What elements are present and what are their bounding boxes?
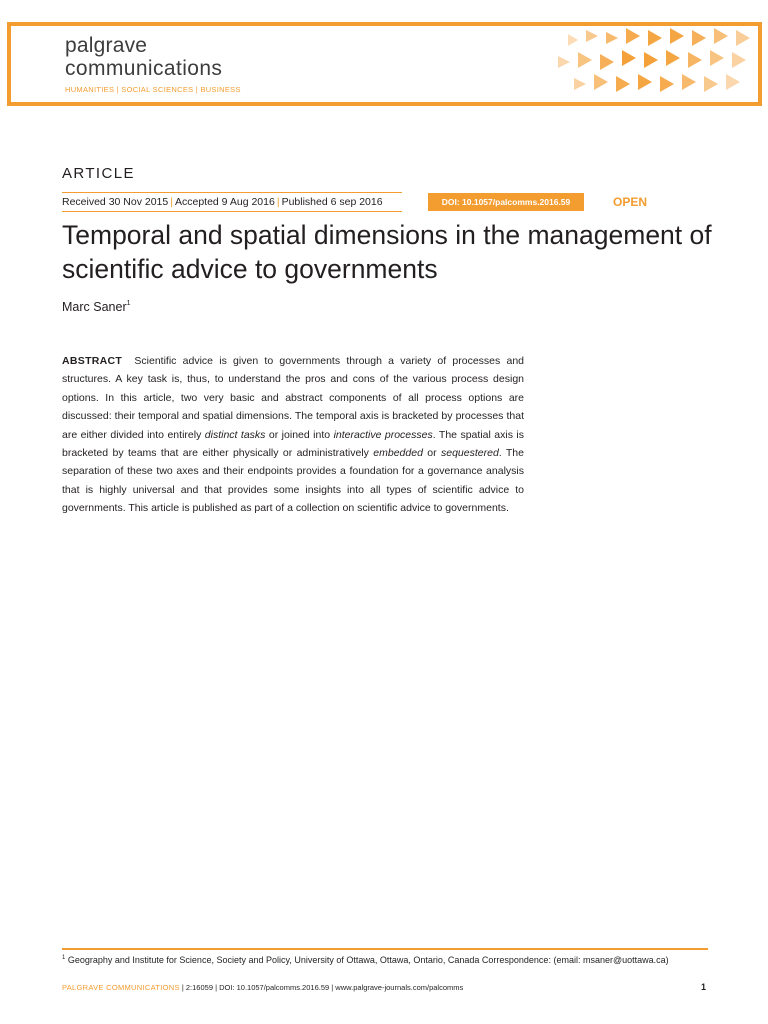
abstract-emphasis: sequestered [441, 447, 499, 460]
affiliation-footnote [62, 955, 708, 965]
publication-dates [62, 192, 402, 212]
open-access-label: OPEN [613, 195, 648, 209]
footnote-marker: 1 [62, 955, 66, 961]
author-name: Marc Saner [62, 300, 127, 314]
abstract-emphasis: distinct tasks [204, 428, 266, 441]
brand-name-line2: communications [65, 57, 223, 80]
date-separator: | [276, 196, 280, 208]
page-footer [62, 983, 708, 992]
author-line [62, 300, 131, 314]
page-number: 1 [700, 982, 706, 992]
accepted-date: Accepted 9 Aug 2016 [174, 196, 275, 208]
footer-journal-name: PALGRAVE COMMUNICATIONS [62, 983, 180, 992]
published-date: Published 6 sep 2016 [281, 196, 383, 208]
brand-tagline: HUMANITIES | SOCIAL SCIENCES | BUSINESS [65, 85, 241, 94]
abstract-text: . The separation of these two axes and their endpoints provides a foundation for a governance analysis that is highly universal and that provides some insights into all types of scientific advice to governments. This article is published as part of a collection on scientific advice to governments. [62, 447, 524, 515]
footnote-divider [62, 948, 708, 950]
abstract-text: Scientific advice is given to governments through a variety of processes and structures. A key task is, thus, to understand the pros and cons of the various process design options. In this article, two very basic and abstract components of all process options are discussed: their temporal and spatial dimensions. The temporal axis is bracketed by processes that are either divided into entirely [62, 355, 525, 441]
received-date: Received 30 Nov 2015 [62, 196, 169, 208]
abstract-text: . The spatial axis is bracketed by teams that are either physically or administratively [62, 428, 524, 460]
footnote-text: Geography and Institute for Science, Society and Policy, University of Ottawa, Ottawa, Ontario, Canada Correspondence: (email: msaner@uottawa.ca) [67, 955, 669, 965]
abstract-label: ABSTRACT [62, 355, 123, 367]
abstract-emphasis: interactive processes [333, 428, 433, 441]
article-title: Temporal and spatial dimensions in the management of scientific advice to governments [62, 220, 712, 284]
article-type-label: ARTICLE [62, 165, 135, 182]
abstract-text: or [422, 447, 441, 460]
date-separator: | [170, 196, 173, 208]
doi-badge[interactable]: DOI: 10.1057/palcomms.2016.59 [428, 193, 584, 211]
decorative-pattern-icon [528, 26, 758, 102]
author-affiliation-marker: 1 [126, 300, 131, 307]
abstract [62, 352, 524, 518]
footer-citation[interactable]: | 2:16059 | DOI: 10.1057/palcomms.2016.59 | www.palgrave-journals.com/palcomms [181, 983, 464, 992]
journal-banner [7, 22, 762, 106]
abstract-emphasis: embedded [373, 447, 423, 460]
abstract-text: or joined into [265, 428, 334, 441]
brand-name-line1: palgrave [65, 34, 148, 57]
